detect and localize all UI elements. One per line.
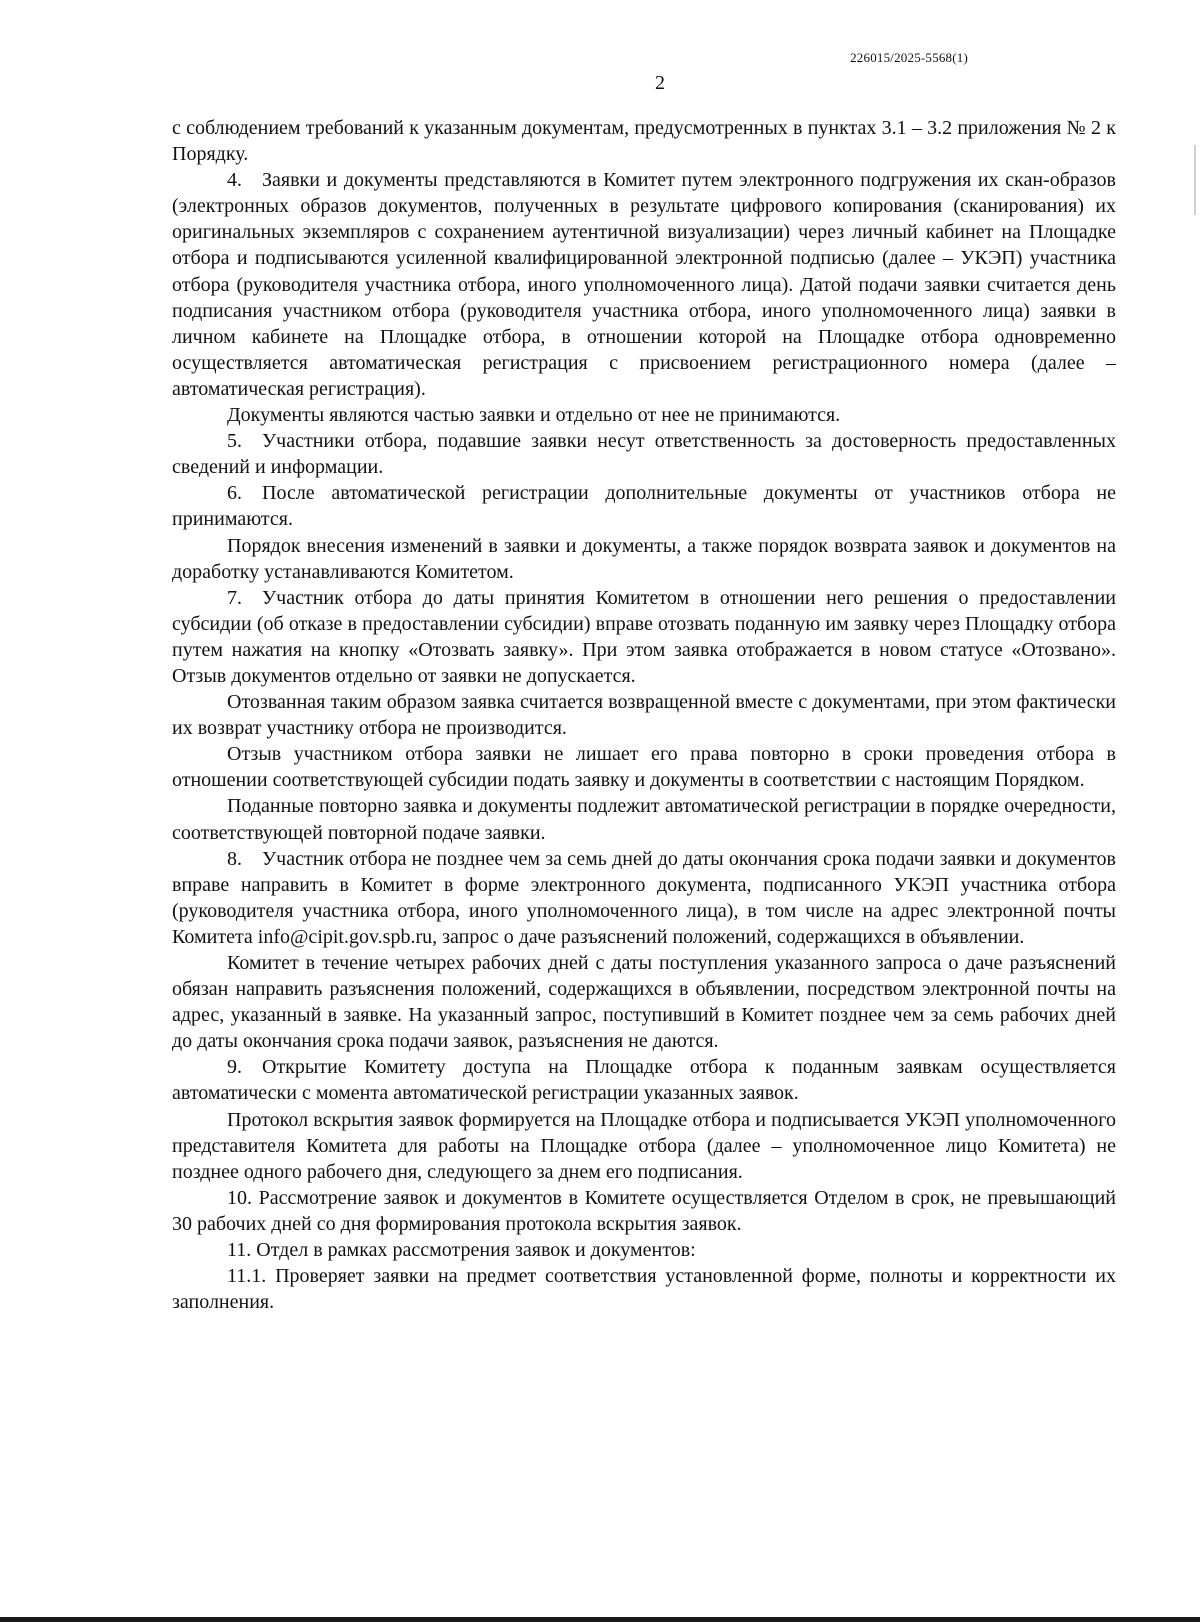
paragraph: 8. Участник отбора не позднее чем за семь дней до даты окончания срока подачи заявки и документов вправе направить в Комитет в форме электронного документа, подписанного УКЭП участника отбора (руководителя участника отбора, иного уполномоченного лица), в том числе на адрес электронной почты Комитета info@cipit.gov.spb.ru, запрос о даче разъяснений положений, содержащихся в объявлении. xyxy=(172,847,1116,948)
paragraph: Отозванная таким образом заявка считается возвращенной вместе с документами, при этом фактически их возврат участнику отбора не производится. xyxy=(172,691,1116,740)
document-body xyxy=(172,115,1116,1315)
paragraph: Протокол вскрытия заявок формируется на Площадке отбора и подписывается УКЭП уполномоченного представителя Комитета для работы на Площадке отбора (далее – уполномоченное лицо Комитета) не позднее одного рабочего дня, следующего за днем его подписания. xyxy=(172,1108,1116,1183)
paragraph: 5. Участники отбора, подавшие заявки несут ответственность за достоверность предоставленных сведений и информации. xyxy=(172,430,1116,479)
paragraph: 11. Отдел в рамках рассмотрения заявок и документов: xyxy=(227,1239,696,1262)
paragraph: Порядок внесения изменений в заявки и документы, а также порядок возврата заявок и документов на доработку устанавливаются Комитетом. xyxy=(172,534,1116,583)
page-number: 2 xyxy=(655,72,665,94)
scan-edge-mark xyxy=(1194,145,1196,215)
paragraph: 9. Открытие Комитету доступа на Площадке отбора к поданным заявкам осуществляется автоматически с момента автоматической регистрации указанных заявок. xyxy=(172,1056,1116,1105)
paragraph: с соблюдением требований к указанным документам, предусмотренных в пунктах 3.1 – 3.2 приложения № 2 к Порядку. xyxy=(172,117,1116,166)
paragraph: Документы являются частью заявки и отдельно от нее не принимаются. xyxy=(227,404,841,427)
paragraph: Отзыв участником отбора заявки не лишает его права повторно в сроки проведения отбора в отношении соответствующей субсидии подать заявку и документы в соответствии с настоящим Порядком. xyxy=(172,743,1116,792)
paragraph: 7. Участник отбора до даты принятия Комитетом в отношении него решения о предоставлении субсидии (об отказе в предоставлении субсидии) вправе отозвать поданную им заявку через Площадку отбора путем нажатия на кнопку «Отозвать заявку». При этом заявка отображается в новом статусе «Отозвано». Отзыв документов отдельно от заявки не допускается. xyxy=(172,586,1116,687)
scan-bottom-edge xyxy=(0,1617,1200,1622)
paragraph: Поданные повторно заявка и документы подлежит автоматической регистрации в порядке очередности, соответствующей повторной подаче заявки. xyxy=(172,795,1116,844)
paragraph: 6. После автоматической регистрации дополнительные документы от участников отбора не принимаются. xyxy=(172,482,1116,531)
paragraph: Комитет в течение четырех рабочих дней с даты поступления указанного запроса о даче разъяснений обязан направить разъяснения положений, содержащихся в объявлении, посредством электронной почты на адрес, указанный в заявке. На указанный запрос, поступивший в Комитет позднее чем за семь рабочих дней до даты окончания срока подачи заявок, разъяснения не даются. xyxy=(172,952,1116,1053)
paragraph: 10. Рассмотрение заявок и документов в Комитете осуществляется Отделом в срок, не превышающий 30 рабочих дней со дня формирования протокола вскрытия заявок. xyxy=(172,1186,1116,1235)
document-number: 226015/2025-5568(1) xyxy=(850,50,968,65)
paragraph: 4. Заявки и документы представляются в Комитет путем электронного подгружения их скан-образов (электронных образов документов, полученных в результате цифрового копирования (сканирования) их оригинальных экземпляров с сохранением аутентичной визуализации) через личный кабинет на Площадке отбора и подписываются усиленной квалифицированной электронной подписью (далее – УКЭП) участника отбора (руководителя участника отбора, иного уполномоченного лица). Датой подачи заявки считается день подписания участником отбора (руководителя участника отбора, иного уполномоченного лица) заявки в личном кабинете на Площадке отбора, в отношении которой на Площадке отбора одновременно осуществляется автоматическая регистрация с присвоением регистрационного номера (далее – автоматическая регистрация). xyxy=(172,169,1116,400)
paragraph: 11.1. Проверяет заявки на предмет соответствия установленной форме, полноты и корректности их заполнения. xyxy=(172,1265,1116,1314)
